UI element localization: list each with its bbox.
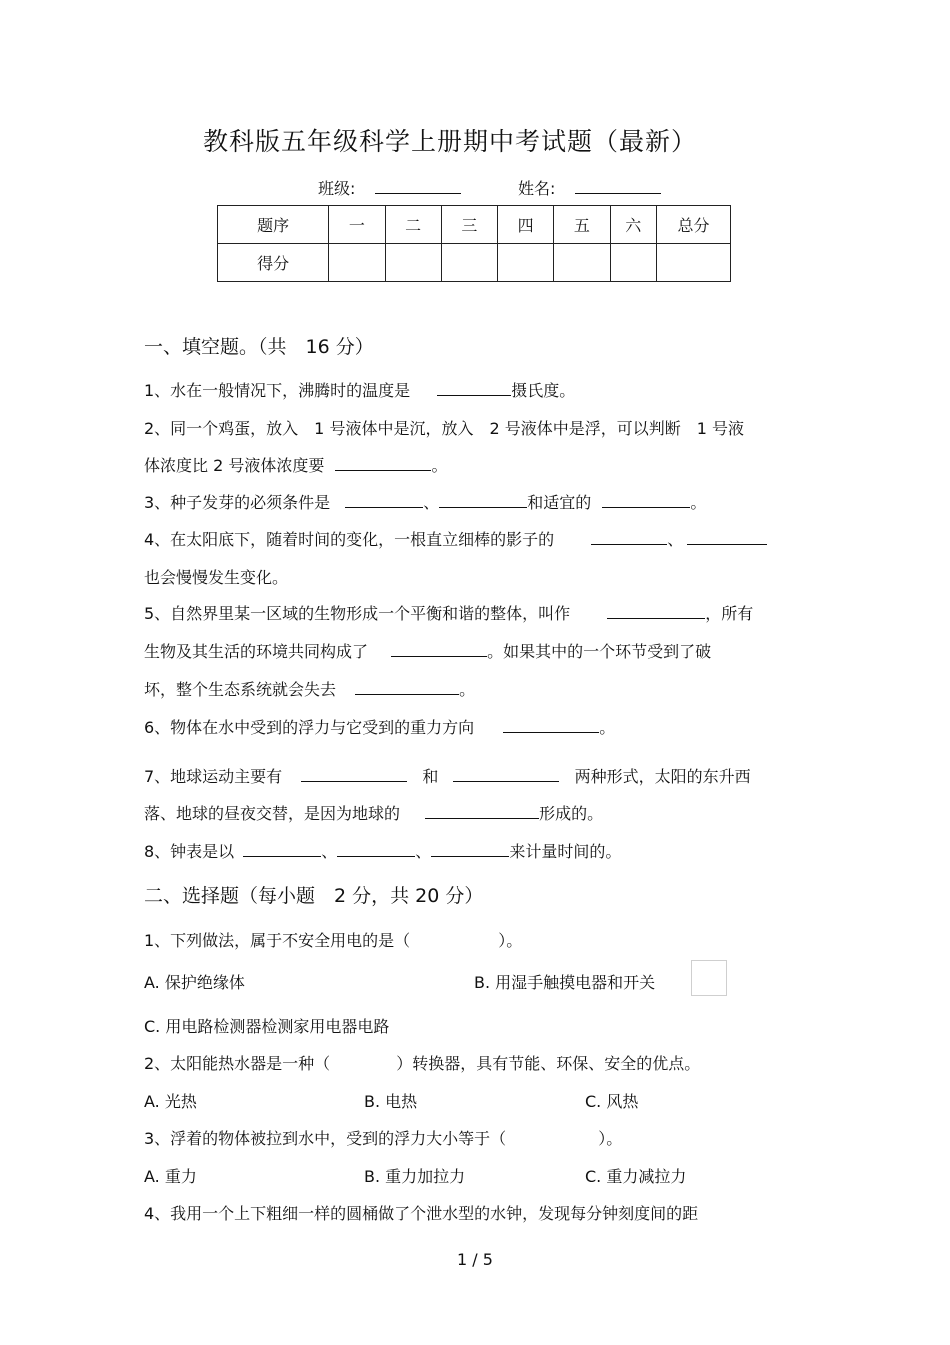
question-text: ，所有 <box>705 604 754 623</box>
question-2-2 <box>144 1051 700 1074</box>
question-text: 5、自然界里某一区域的生物形成一个平衡和谐的整体，叫作 <box>144 604 571 623</box>
option-2-1-c: C. 用电路检测器检测家用电器电路 <box>144 1017 390 1036</box>
score-table <box>217 205 731 282</box>
question-text: 2、太阳能热水器是一种（ <box>144 1054 331 1073</box>
answer-blank[interactable] <box>391 642 487 657</box>
score-cell[interactable] <box>385 244 441 282</box>
score-cell[interactable] <box>498 244 554 282</box>
answer-blank[interactable] <box>431 842 509 857</box>
question-1-7 <box>144 764 751 787</box>
question-1-2: 2、同一个鸡蛋，放入 1 号液体中是沉，放入 2 号液体中是浮，可以判断 1 号液 <box>144 419 744 438</box>
score-cell[interactable] <box>610 244 656 282</box>
question-text: 。 <box>599 718 616 737</box>
answer-blank[interactable] <box>337 842 415 857</box>
option-2-3-c: C. 重力减拉力 <box>585 1167 687 1186</box>
table-cell: 一 <box>329 206 385 244</box>
question-text: 1、下列做法，属于不安全用电的是（ <box>144 931 411 950</box>
question-text: 。 <box>690 493 707 512</box>
answer-blank[interactable] <box>439 493 527 508</box>
question-text: 体浓度比 2 号液体浓度要 <box>144 456 325 475</box>
question-text: 。如果其中的一个环节受到了破 <box>487 642 712 661</box>
page-number: 1 / 5 <box>457 1250 493 1269</box>
answer-blank[interactable] <box>453 767 559 782</box>
answer-blank[interactable] <box>687 530 767 545</box>
question-1-2-cont <box>144 453 447 476</box>
answer-blank[interactable] <box>425 804 539 819</box>
table-cell: 得分 <box>218 244 329 282</box>
class-input-line[interactable] <box>375 179 461 194</box>
option-2-3-a: A. 重力 <box>144 1167 197 1186</box>
question-1-6 <box>144 715 615 738</box>
answer-blank[interactable] <box>607 604 705 619</box>
question-text: 生物及其生活的环境共同构成了 <box>144 642 369 661</box>
table-cell: 二 <box>385 206 441 244</box>
question-1-8 <box>144 839 621 862</box>
score-cell[interactable] <box>441 244 497 282</box>
question-1-5 <box>144 601 753 624</box>
score-table-header-row <box>218 206 731 244</box>
option-2-1-b: B. 用湿手触摸电器和开关 <box>474 973 656 992</box>
question-text: 、 <box>415 842 432 861</box>
question-text: 和 <box>422 767 439 786</box>
question-1-4-cont: 也会慢慢发生变化。 <box>144 568 289 587</box>
answer-blank[interactable] <box>355 680 459 695</box>
score-table-score-row <box>218 244 731 282</box>
question-1-5-cont <box>144 639 711 662</box>
question-text: 4、在太阳底下，随着时间的变化，一根直立细棒的影子的 <box>144 530 555 549</box>
question-2-3 <box>144 1126 622 1149</box>
table-cell: 三 <box>441 206 497 244</box>
answer-blank[interactable] <box>243 842 321 857</box>
question-text: 、 <box>667 530 684 549</box>
table-cell: 总分 <box>657 206 731 244</box>
score-cell[interactable] <box>657 244 731 282</box>
answer-blank[interactable] <box>345 493 423 508</box>
answer-blank[interactable] <box>437 381 511 396</box>
class-field <box>318 176 461 199</box>
option-2-2-b: B. 电热 <box>364 1092 418 1111</box>
question-text: 3、种子发芽的必须条件是 <box>144 493 331 512</box>
question-text: 坏，整个生态系统就会失去 <box>144 680 337 699</box>
question-1-1 <box>144 378 575 401</box>
class-label: 班级: <box>318 179 356 198</box>
table-cell: 五 <box>554 206 610 244</box>
option-2-2-a: A. 光热 <box>144 1092 197 1111</box>
question-text: 8、钟表是以 <box>144 842 235 861</box>
answer-blank[interactable] <box>503 718 599 733</box>
option-2-3-b: B. 重力加拉力 <box>364 1167 466 1186</box>
question-1-4 <box>144 527 767 550</box>
answer-blank[interactable] <box>602 493 690 508</box>
score-cell[interactable] <box>329 244 385 282</box>
question-text: 来计量时间的。 <box>509 842 622 861</box>
name-field <box>518 176 661 199</box>
table-cell: 六 <box>610 206 656 244</box>
question-text: 、 <box>321 842 338 861</box>
question-1-7-cont <box>144 801 603 824</box>
question-text: 7、地球运动主要有 <box>144 767 283 786</box>
question-text: 和适宜的 <box>527 493 592 512</box>
question-1-5-cont2 <box>144 677 475 700</box>
question-text: ）转换器，具有节能、环保、安全的优点。 <box>396 1054 701 1073</box>
option-2-2-c: C. 风热 <box>585 1092 639 1111</box>
question-text: 。 <box>459 680 476 699</box>
question-text: 。 <box>431 456 448 475</box>
name-label: 姓名: <box>518 179 556 198</box>
question-text: 1、水在一般情况下，沸腾时的温度是 <box>144 381 411 400</box>
question-text: 形成的。 <box>539 804 604 823</box>
question-text: 3、浮着的物体被拉到水中，受到的浮力大小等于（ <box>144 1129 507 1148</box>
section2-heading: 二、选择题（每小题 2 分，共 20 分） <box>144 885 484 907</box>
answer-blank[interactable] <box>591 530 667 545</box>
question-1-3 <box>144 490 706 513</box>
question-text: 、 <box>423 493 440 512</box>
question-2-4: 4、我用一个上下粗细一样的圆桶做了个泄水型的水钟，发现每分钟刻度间的距 <box>144 1204 699 1223</box>
question-text: ）。 <box>498 931 523 950</box>
name-input-line[interactable] <box>575 179 661 194</box>
answer-blank[interactable] <box>301 767 407 782</box>
section1-heading: 一、填空题。（共 16 分） <box>144 336 374 358</box>
question-text: ）。 <box>598 1129 623 1148</box>
answer-blank[interactable] <box>335 456 431 471</box>
page-title: 教科版五年级科学上册期中考试题（最新） <box>202 127 697 156</box>
question-text: 6、物体在水中受到的浮力与它受到的重力方向 <box>144 718 475 737</box>
score-cell[interactable] <box>554 244 610 282</box>
question-text: 两种形式，太阳的东升西 <box>574 767 751 786</box>
question-text: 摄氏度。 <box>511 381 576 400</box>
answer-box[interactable] <box>691 960 727 996</box>
table-cell: 四 <box>498 206 554 244</box>
option-2-1-a: A. 保护绝缘体 <box>144 973 245 992</box>
table-cell: 题序 <box>218 206 329 244</box>
question-2-1 <box>144 928 522 951</box>
question-text: 落、地球的昼夜交替，是因为地球的 <box>144 804 401 823</box>
